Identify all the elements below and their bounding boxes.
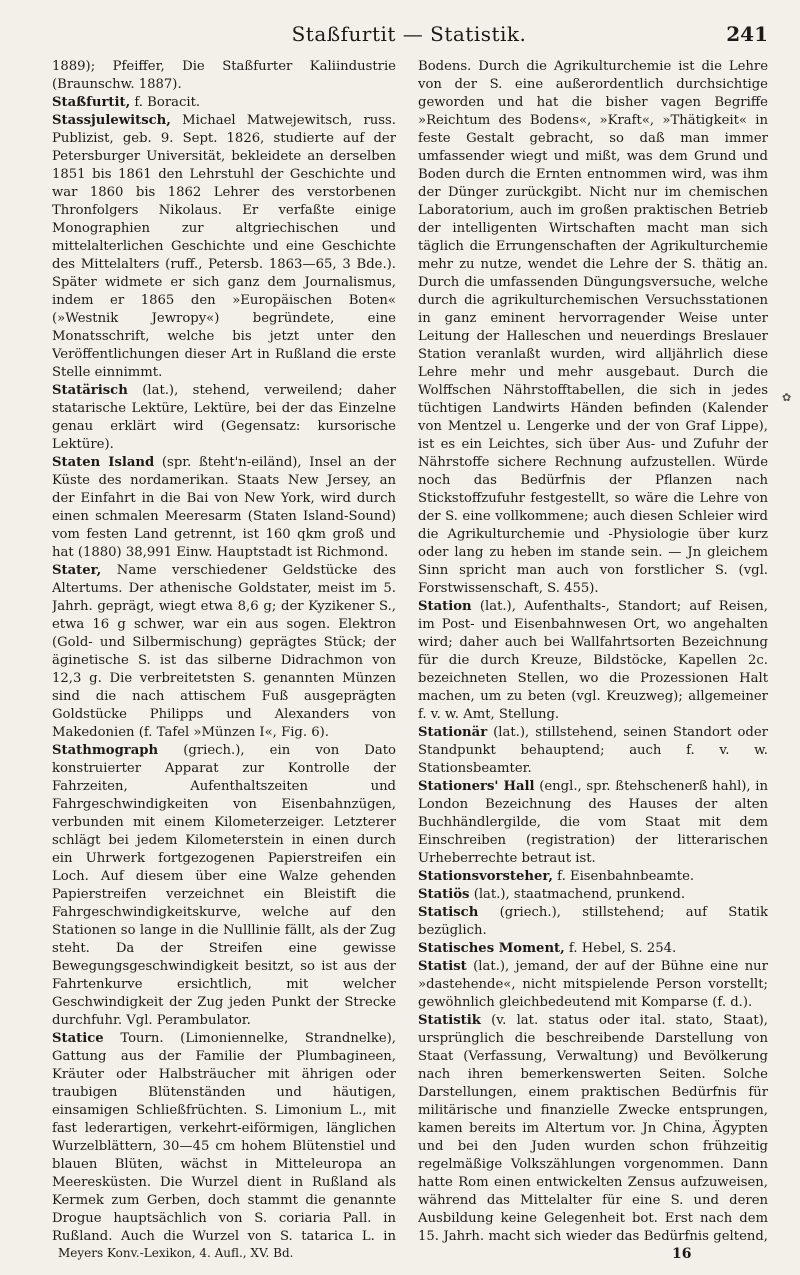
entry-headword: Stassjulewitsch,	[52, 113, 171, 128]
entry-headword: Statisch	[418, 905, 479, 920]
dictionary-entry	[418, 1012, 768, 1243]
dictionary-entry	[52, 94, 396, 112]
entry-headword: Stater,	[52, 563, 102, 578]
dictionary-entry	[418, 724, 768, 778]
entry-text: (engl., spr. ßtehschenerß hahl), in London Bezeichnung des Hauses der alten Buchhändlergilde, die vom Staat mit dem Einschreiben (registration) der litterarischen Urheberrechte betraut ist.	[418, 779, 768, 866]
entry-text: f. Boracit.	[134, 95, 201, 110]
margin-flower-mark: ✿	[782, 391, 792, 404]
page-number: 241	[726, 22, 768, 46]
running-header	[50, 22, 768, 50]
entry-headword: Stationär	[418, 725, 488, 740]
entry-text: (lat.), stillstehend, seinen Standort oder Standpunkt behauptend; auch f. v. w. Stationsbeamter.	[418, 725, 768, 776]
entry-headword: Statistik	[418, 1013, 481, 1028]
entry-text: f. Eisenbahnbeamte.	[557, 869, 695, 884]
left-column	[52, 58, 396, 1243]
entry-headword: Stationsvorsteher,	[418, 869, 553, 884]
dictionary-entry	[418, 778, 768, 868]
dictionary-entry	[52, 1030, 396, 1243]
dictionary-entry	[418, 904, 768, 940]
entry-text: (griech.), stillstehend; auf Statik bezüglich.	[418, 905, 768, 938]
entry-text: Michael Matwejewitsch, russ. Publizist, geb. 9. Sept. 1826, studierte auf der Petersburger Universität, bekleidete an derselben 1851 bis 1861 den Lehrstuhl der Geschichte und war 1860 bis 1862 Lehrer des verstorbenen Thronfolgers Nikolaus. Er verfaßte einige Monographien zur altgriechischen und mittelalterlichen Geschichte und eine Geschichte des Mittelalters (ruff., Petersb. 1863—65, 3 Bde.). Später widmete er sich ganz dem Journalismus, indem er 1865 den »Europäischen Boten« (»Westnik Jewropy«) begründete, eine Monatsschrift, welche bis jetzt unter den Veröffentlichungen dieser Art in Rußland die erste Stelle einnimmt.	[52, 113, 396, 380]
entry-text: (lat.), stehend, verweilend; daher statarische Lektüre, Lektüre, bei der das Einzelne genau erklärt wird (Gegensatz: kursorische Lektüre).	[52, 383, 396, 452]
page-title: Staßfurtit — Statistik.	[291, 22, 527, 46]
dictionary-entry	[52, 382, 396, 454]
entry-text: Tourn. (Limoniennelke, Strandnelke), Gattung aus der Familie der Plumbagineen, Kräuter oder Halbsträucher mit ährigen oder traubigen Blütenständen und häutigen, einsamigen Schließfrüchten. S. Limonium L., mit fast lederartigen, verkehrt-eiförmigen, länglichen Wurzelblättern, 30—45 cm hohem Blütenstiel und blauen Blüten, wächst in Mitteleuropa an Meeresküsten. Die Wurzel dient in Rußland als Kermek zum Gerben, doch stammt die genannte Drogue hauptsächlich von S. coriaria Pall. in Rußland. Auch die Wurzel von S. tatarica L. in	[52, 1031, 396, 1243]
entry-text: (lat.), staatmachend, prunkend.	[473, 887, 686, 902]
footer-imprint: Meyers Konv.-Lexikon, 4. Aufl., XV. Bd.	[58, 1246, 294, 1260]
entry-text: f. Hebel, S. 254.	[568, 941, 677, 956]
dictionary-entry	[418, 886, 768, 904]
dictionary-entry	[418, 598, 768, 724]
entry-text: (griech.), ein von Dato konstruierter Apparat zur Kontrolle der Fahrzeiten, Aufenthaltszeiten und Fahrgeschwindigkeiten von Eisenbahnzügen, verbunden mit einem Kilometerzeiger. Letzterer schlägt bei jedem Kilometerstein in einen durch ein Uhrwerk fortgezogenen Papierstreifen ein Loch. Auf diesem über eine Walze gehenden Papierstreifen verzeichnet ein Bleistift die Fahrgeschwindigkeitskurve, welche auf den Stationen so lange in die Nulllinie fällt, als der Zug steht. Da der Streifen eine gewisse Bewegungsgeschwindigkeit besitzt, so ist aus der Fahrtenkurve ersichtlich, mit welcher Geschwindigkeit der Zug jeden Punkt der Strecke durchfuhr. Vgl. Perambulator.	[52, 743, 396, 1028]
dictionary-entry	[418, 868, 768, 886]
entry-headword: Staten Island	[52, 455, 155, 470]
entry-text: Name verschiedener Geldstücke des Altertums. Der athenische Goldstater, meist im 5. Jahrh. geprägt, wiegt etwa 8,6 g; der Kyzikener S., etwa 16 g schwer, war ein aus sogen. Elektron (Gold- und Silbermischung) geprägtes Stück; der äginetische S. ist das silberne Didrachmon von 12,3 g. Die verbreitetsten S. genannten Münzen sind die nach attischem Fuß ausgeprägten Goldstücke Philipps und Alexanders von Makedonien (f. Tafel »Münzen I«, Fig. 6).	[52, 563, 396, 740]
dictionary-entry	[418, 958, 768, 1012]
entry-text: 1889); Pfeiffer, Die Staßfurter Kaliindustrie (Braunschw. 1887).	[52, 59, 396, 92]
entry-headword: Statärisch	[52, 383, 128, 398]
entry-headword: Statiös	[418, 887, 470, 902]
entry-text: (lat.), Aufenthalts-, Standort; auf Reisen, im Post- und Eisenbahnwesen Ort, wo angehalten wird; daher auch bei Wallfahrtsorten Bezeichnung für die durch Kreuze, Bildstöcke, Kapellen 2c. bezeichneten Stellen, wo die Prozessionen Halt machen, um zu beten (vgl. Kreuzweg); allgemeiner f. v. w. Amt, Stellung.	[418, 599, 768, 722]
entry-headword: Station	[418, 599, 472, 614]
entry-text: (lat.), jemand, der auf der Bühne eine nur »dastehende«, nicht mitspielende Person vorstellt; gewöhnlich gleichbedeutend mit Komparse (f. d.).	[418, 959, 768, 1010]
entry-headword: Statist	[418, 959, 467, 974]
entry-text: (spr. ßteht'n-eiländ), Insel an der Küste des nordamerikan. Staats New Jersey, an der Einfahrt in die Bai von New York, wird durch einen schmalen Meeresarm (Staten Island-Sound) vom festen Land getrennt, ist 160 qkm groß und hat (1880) 38,991 Einw. Hauptstadt ist Richmond.	[52, 455, 396, 560]
dictionary-entry	[52, 454, 396, 562]
entry-continuation	[418, 58, 768, 598]
entry-continuation	[52, 58, 396, 94]
right-column	[418, 58, 768, 1243]
entry-text: (v. lat. status oder ital. stato, Staat), ursprünglich die beschreibende Darstellung von Staat (Verfassung, Verwaltung) und Bevölkerung nach ihren bemerkenswerten Seiten. Solche Darstellungen, einem praktischen Bedürfnis für militärische und finanzielle Zwecke entsprungen, kamen bereits im Altertum vor. Jn China, Ägypten und bei den Juden wurden schon frühzeitig regelmäßige Volkszählungen vorgenommen. Dann hatte Rom einen entwickelten Zensus aufzuweisen, während das Mittelalter für eine S. und deren Ausbildung keine Gelegenheit bot. Erst nach dem 15. Jahrh. macht sich wieder das Bedürfnis geltend,	[418, 1013, 768, 1243]
entry-headword: Stathmograph	[52, 743, 159, 758]
sheet-signature: 16	[672, 1246, 692, 1262]
entry-headword: Statice	[52, 1031, 104, 1046]
dictionary-entry	[52, 112, 396, 382]
entry-headword: Staßfurtit,	[52, 95, 131, 110]
entry-headword: Statisches Moment,	[418, 941, 565, 956]
dictionary-entry	[418, 940, 768, 958]
dictionary-entry	[52, 742, 396, 1030]
entry-headword: Stationers' Hall	[418, 779, 535, 794]
dictionary-entry	[52, 562, 396, 742]
entry-text: Bodens. Durch die Agrikulturchemie ist die Lehre von der S. eine außerordentlich durchsichtige geworden und hat die bisher vagen Begriffe »Reichtum des Bodens«, »Kraft«, »Thätigkeit« in feste Gestalt gebracht, so daß man immer umfassender wiegt und mißt, was dem Grund und Boden durch die Ernten entnommen wird, was ihm der Dünger zurückgibt. Nicht nur im chemischen Laboratorium, auch im großen praktischen Betrieb der intelligenten Wirtschaften macht man sich täglich die Errungenschaften der Agrikulturchemie mehr zu nutze, wendet die Lehre der S. thätig an. Durch die umfassenden Düngungsversuche, welche durch die agrikulturchemischen Versuchsstationen in ganz eminent hervorragender Weise unter Leitung der Halleschen und neuerdings Breslauer Station veranlaßt wurden, wird alljährlich diese Lehre mehr und mehr ausgebaut. Durch die Wolffschen Nährstofftabellen, die sich in jedes tüchtigen Landwirts Händen befinden (Kalender von Mentzel u. Lengerke und der von Graf Lippe), ist es ein Leichtes, sich über Aus- und Zufuhr der Nährstoffe sichere Rechnung aufzustellen. Würde noch das Bedürfnis der Pflanzen nach Stickstoffzufuhr festgestellt, so wäre die Lehre von der S. eine vollkommene; auch diesen Schleier wird die Agrikulturchemie und -Physiologie über kurz oder lang zu heben im stande sein. — Jn gleichem Sinn spricht man auch von forstlicher S. (vgl. Forstwissenschaft, S. 455).	[418, 59, 768, 596]
